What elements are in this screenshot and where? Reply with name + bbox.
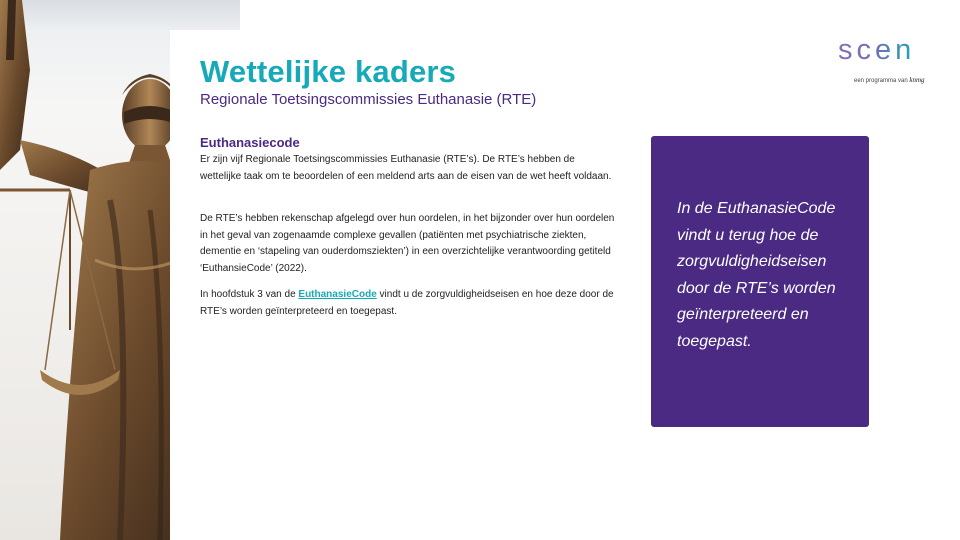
euthanasiecode-link[interactable]: EuthanasieCode [298, 289, 377, 300]
callout-text: In de EuthanasieCode vindt u terug hoe de zorgvuldigheidseisen door de RTE’s worden geïnterpreteerd en toegepast. [677, 200, 836, 350]
section-heading: Euthanasiecode [200, 135, 300, 150]
logo-word: scen [838, 34, 916, 66]
logo-tagline-text: een programma van [854, 78, 908, 84]
paragraph-3-before: In hoofdstuk 3 van de [200, 289, 299, 300]
page-subtitle: Regionale Toetsingscommissies Euthanasie (RTE) [200, 91, 537, 108]
paragraph-1: Er zijn vijf Regionale Toetsingscommissies Euthanasie (RTE’s). De RTE’s hebben de wettelijke taak om te beoordelen of een meldend arts aan de eisen van de wet heeft voldaan. [200, 154, 612, 182]
paragraph-2: De RTE’s hebben rekenschap afgelegd over hun oordelen, in het bijzonder over hun oordelen in het geval van zogenaamde complexe gevallen (patiënten met psychiatrische ziekten, dementie en ‘stapeling van ouderdomsziekten’) in een overzichtelijke verantwoording getiteld ‘EuthansieCode’ (2022). [200, 213, 615, 274]
page-title: Wettelijke kaders [200, 54, 457, 89]
paragraph-3 [200, 287, 615, 320]
logo-tagline [854, 76, 925, 84]
paragraph-3-after: vindt u de zorgvuldigheidseisen en hoe deze door de RTE’s worden geïnterpreteerd en toegepast. [200, 289, 614, 317]
callout-box [651, 136, 869, 427]
scen-logo [838, 34, 938, 90]
logo-tagline-brand: knmg [909, 76, 925, 84]
